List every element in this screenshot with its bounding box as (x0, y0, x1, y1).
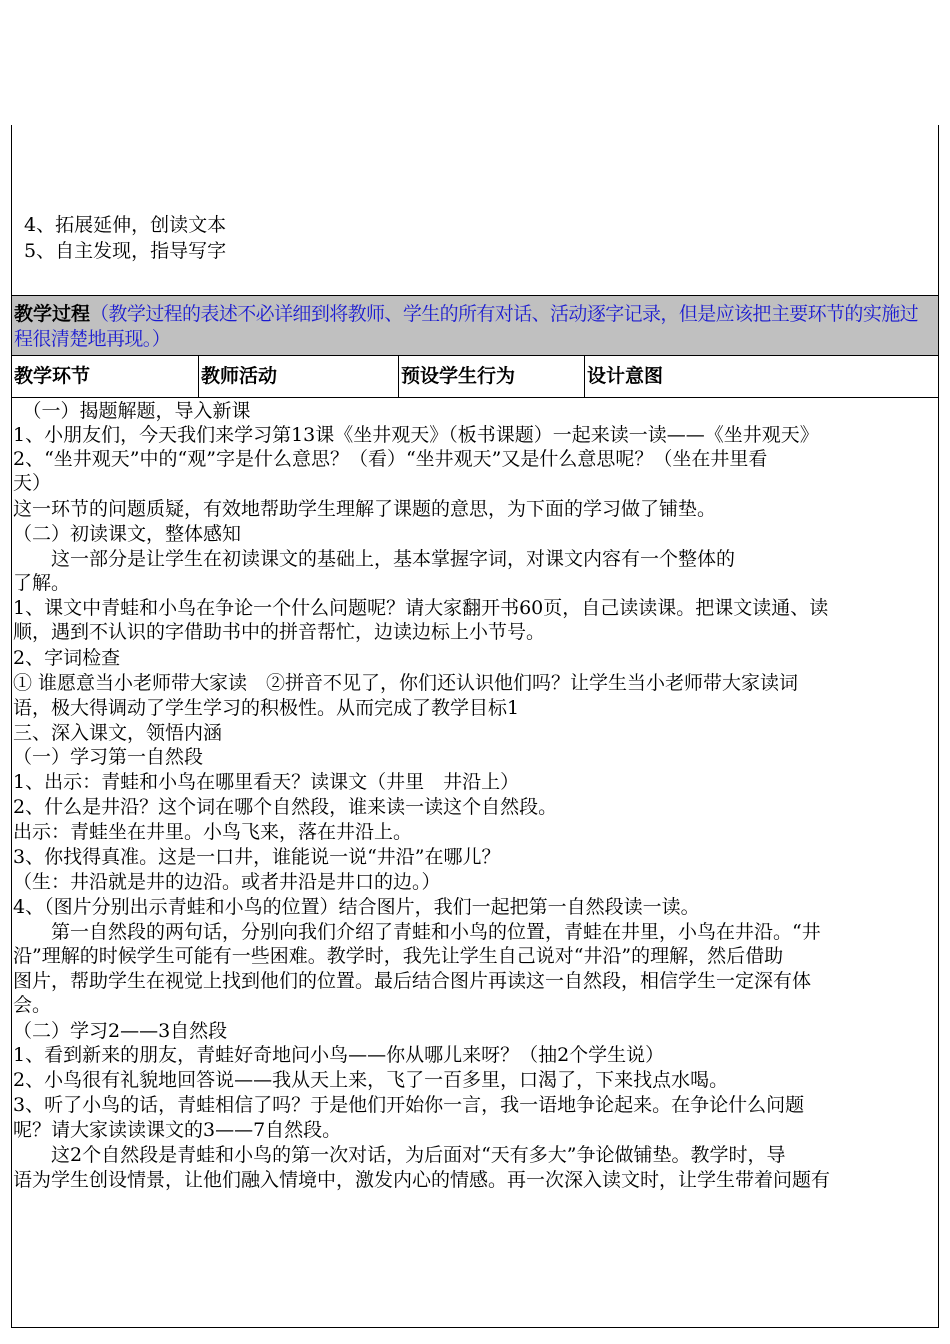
body-line: 语为学生创设情景，让他们融入情境中，激发内心的情感。再一次深入读文时，让学生带着问题有 (13, 1169, 831, 1191)
body-line: 2、小鸟很有礼貌地回答说——我从天上来，飞了一百多里，口渴了，下来找点水喝。 (13, 1069, 729, 1091)
body-line: 出示：青蛙坐在井里。小鸟飞来，落在井沿上。 (13, 821, 413, 843)
body-line: （二）学习2——3自然段 (13, 1020, 228, 1042)
body-line: 1、看到新来的朋友，青蛙好奇地问小鸟——你从哪儿来呀？（抽2个学生说） (13, 1044, 665, 1066)
column-header-stage: 教学环节 (14, 365, 91, 387)
body-line: 了解。 (13, 572, 71, 594)
body-line: ① 谁愿意当小老师带大家读 ②拼音不见了，你们还认识他们吗？让学生当小老师带大家读词 (13, 672, 799, 694)
body-line: 这一环节的问题质疑，有效地帮助学生理解了课题的意思，为下面的学习做了铺垫。 (13, 498, 717, 520)
body-line: 2、字词检查 (13, 647, 121, 669)
body-line: 呢？请大家读读课文的3——7自然段。 (13, 1119, 342, 1141)
objectives-cell (11, 125, 939, 296)
body-line: 这一部分是让学生在初读课文的基础上，基本掌握字词，对课文内容有一个整体的 (13, 548, 736, 570)
objective-line: 5、自主发现，指导写字 (24, 240, 227, 262)
body-line: 沿”理解的时候学生可能有一些困难。教学时，我先让学生自己说对“井沿”的理解，然后借助 (13, 945, 784, 967)
body-line: （二）初读课文，整体感知 (13, 523, 242, 545)
body-line: 3、听了小鸟的话，青蛙相信了吗？于是他们开始你一言，我一语地争论起来。在争论什么问题 (13, 1094, 805, 1116)
body-line: 天） (13, 472, 52, 494)
body-line: 三、深入课文，领悟内涵 (13, 722, 223, 744)
body-line: （一）揭题解题，导入新课 (13, 400, 251, 422)
process-note: （教学过程的表述不必详细到将教师、学生的所有对话、活动逐字记录，但是应该把主要环节的实施过程很清楚地再现。） (14, 303, 919, 350)
column-header-intent: 设计意图 (584, 356, 938, 398)
body-line: 4、（图片分别出示青蛙和小鸟的位置）结合图片，我们一起把第一自然段读一读。 (13, 896, 700, 918)
body-line: 第一自然段的两句话，分别向我们介绍了青蛙和小鸟的位置，青蛙在井里，小鸟在井沿。“井 (13, 921, 821, 943)
column-header-student: 预设学生行为 (398, 356, 584, 398)
body-line: 语，极大得调动了学生学习的积极性。从而完成了教学目标1 (13, 697, 520, 719)
body-line: 1、小朋友们，今天我们来学习第13课《坐井观天》（板书课题）一起来读一读——《坐井观天》 (13, 424, 819, 446)
process-header (11, 295, 939, 356)
process-header-text (12, 296, 938, 352)
column-header-row (11, 356, 939, 398)
column-header-teacher: 教师活动 (198, 356, 398, 398)
body-line: 1、课文中青蛙和小鸟在争论一个什么问题呢？请大家翻开书60页，自己读读课。把课文读通、读 (13, 597, 829, 619)
body-line: 顺，遇到不认识的字借助书中的拼音帮忙，边读边标上小节号。 (13, 621, 546, 643)
body-line: 会。 (13, 994, 52, 1016)
body-line: 图片，帮助学生在视觉上找到他们的位置。最后结合图片再读这一自然段，相信学生一定深有体 (13, 970, 812, 992)
process-title: 教学过程 (14, 303, 91, 325)
body-line: 3、你找得真准。这是一口井，谁能说一说“井沿”在哪儿？ (13, 846, 501, 868)
objective-line: 4、拓展延伸，创读文本 (24, 214, 227, 236)
body-line: 2、“坐井观天”中的“观”字是什么意思？（看）“坐井观天”又是什么意思呢？（坐在井里看 (13, 448, 768, 470)
body-line: 1、出示：青蛙和小鸟在哪里看天？读课文（井里 井沿上） (13, 771, 520, 793)
body-line: 2、什么是井沿？这个词在哪个自然段，谁来读一读这个自然段。 (13, 796, 558, 818)
body-line: （一）学习第一自然段 (13, 746, 204, 768)
process-body (11, 398, 939, 1328)
body-line: 这2个自然段是青蛙和小鸟的第一次对话，为后面对“天有多大”争论做铺垫。教学时，导 (13, 1144, 786, 1166)
body-line: （生：井沿就是井的边沿。或者井沿是井口的边。） (13, 871, 441, 893)
